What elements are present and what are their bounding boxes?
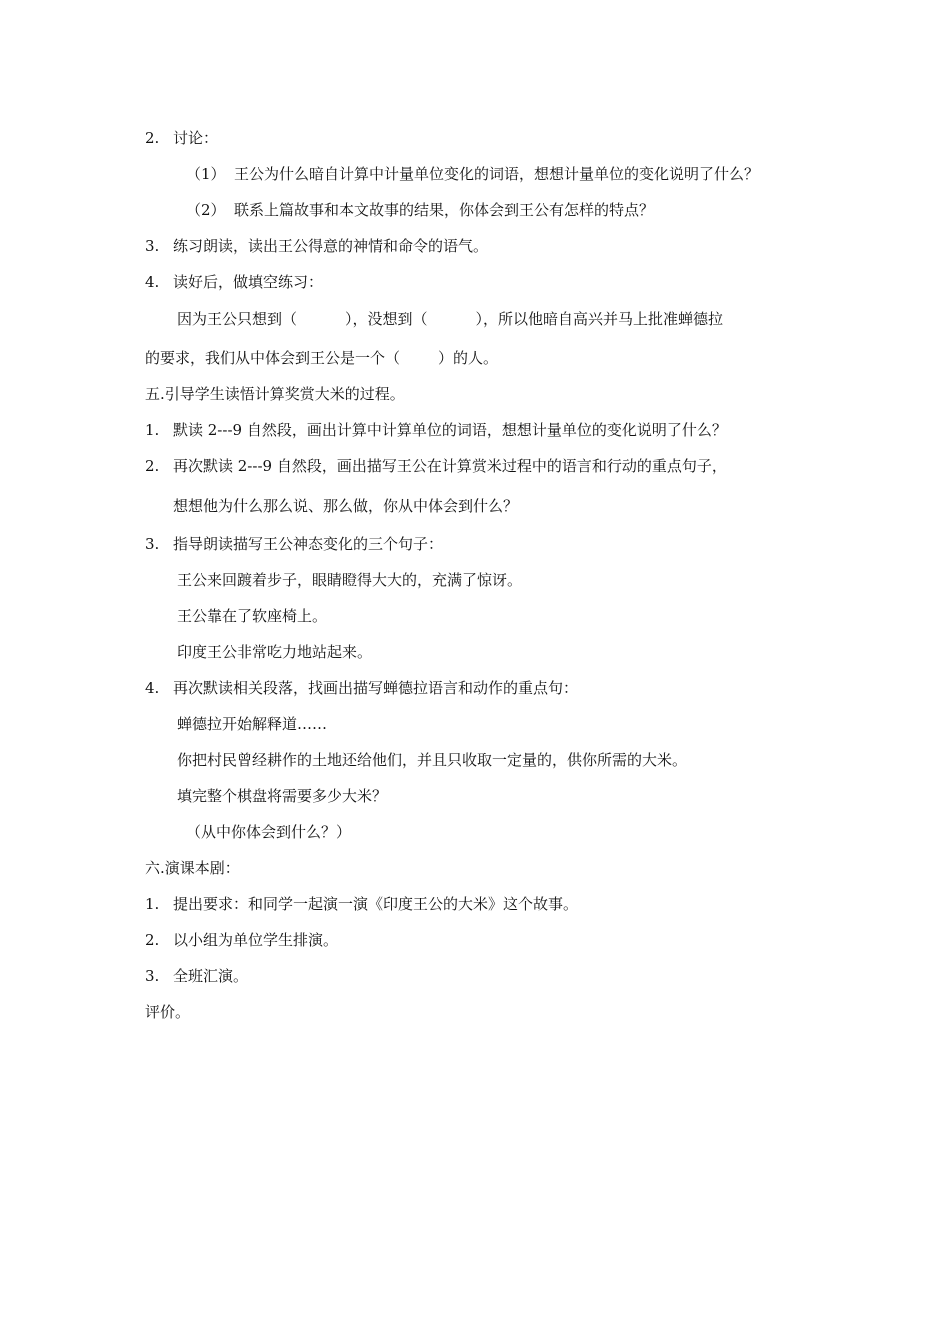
item-text: 练习朗读，读出王公得意的神情和命令的语气。 [173, 237, 489, 255]
discussion-question-2 [186, 200, 654, 220]
item-number: 3. [145, 535, 160, 553]
section-5-heading: 五.引导学生读悟计算奖赏大米的过程。 [145, 385, 405, 403]
item-text: 以小组为单位学生排演。 [173, 931, 339, 949]
fill-text-part: 因为王公只想到（ [177, 310, 298, 328]
item-text: 提出要求：和同学一起演一演《印度王公的大米》这个故事。 [173, 895, 579, 913]
reflection-prompt: （从中你体会到什么？） [186, 823, 352, 841]
sub-text: 联系上篇故事和本文故事的结果，你体会到王公有怎样的特点？ [234, 201, 655, 219]
item-number: 3. [145, 967, 160, 985]
silent-reading-item [145, 420, 727, 440]
item-text: 全班汇演。 [173, 967, 249, 985]
quote-sentence: 印度王公非常吃力地站起来。 [177, 643, 373, 661]
evaluation-line: 评价。 [145, 1003, 191, 1021]
fill-blank-line-1 [177, 309, 723, 329]
fill-text-part: ），没想到（ [345, 310, 428, 328]
item-number: 4. [145, 679, 160, 697]
discussion-question-1 [186, 164, 759, 184]
item-number: 1. [145, 895, 160, 913]
quote-sentence: 填完整个棋盘将需要多少大米？ [177, 787, 388, 805]
reread-item [145, 456, 727, 476]
item-text: 默读 2---9 自然段，画出计算中计算单位的词语，想想计量单位的变化说明了什么？ [173, 421, 727, 439]
quote-sentence: 蝉德拉开始解释道…… [177, 715, 328, 733]
reread-item-continuation: 想想他为什么那么说、那么做，你从中体会到什么？ [173, 497, 519, 515]
item-text: 再次默读相关段落，找画出描写蝉德拉语言和动作的重点句： [173, 679, 579, 697]
sub-number: （1） [186, 165, 226, 183]
sub-number: （2） [186, 201, 226, 219]
quote-sentence: 王公靠在了软座椅上。 [177, 607, 328, 625]
requirement-item [145, 894, 578, 914]
section-6-heading: 六.演课本剧： [145, 859, 240, 877]
key-sentence-item [145, 678, 578, 698]
item-text: 读好后，做填空练习： [173, 273, 324, 291]
item-number: 2. [145, 129, 160, 147]
fill-blank-item [145, 272, 323, 292]
fill-text-part: 的要求，我们从中体会到王公是一个（ [145, 349, 401, 367]
fill-blank-line-2 [145, 348, 498, 368]
item-number: 3. [145, 237, 160, 255]
sub-text: 王公为什么暗自计算中计量单位变化的词语，想想计量单位的变化说明了什么？ [234, 165, 760, 183]
group-rehearsal-item [145, 930, 338, 950]
quote-sentence: 你把村民曾经耕作的土地还给他们，并且只收取一定量的，供你所需的大米。 [177, 751, 688, 769]
item-number: 2. [145, 931, 160, 949]
item-number: 2. [145, 457, 160, 475]
item-text: 讨论： [173, 129, 219, 147]
fill-text-part: ）的人。 [438, 349, 499, 367]
fill-text-part: ），所以他暗自高兴并马上批准蝉德拉 [475, 310, 724, 328]
reading-practice-item [145, 236, 488, 256]
guided-reading-item [145, 534, 443, 554]
class-performance-item [145, 966, 248, 986]
discussion-item [145, 128, 218, 148]
item-text: 再次默读 2---9 自然段，画出描写王公在计算赏米过程中的语言和行动的重点句子， [173, 457, 727, 475]
item-number: 4. [145, 273, 160, 291]
quote-sentence: 王公来回踱着步子，眼睛瞪得大大的，充满了惊讶。 [177, 571, 523, 589]
item-text: 指导朗读描写王公神态变化的三个句子： [173, 535, 444, 553]
item-number: 1. [145, 421, 160, 439]
